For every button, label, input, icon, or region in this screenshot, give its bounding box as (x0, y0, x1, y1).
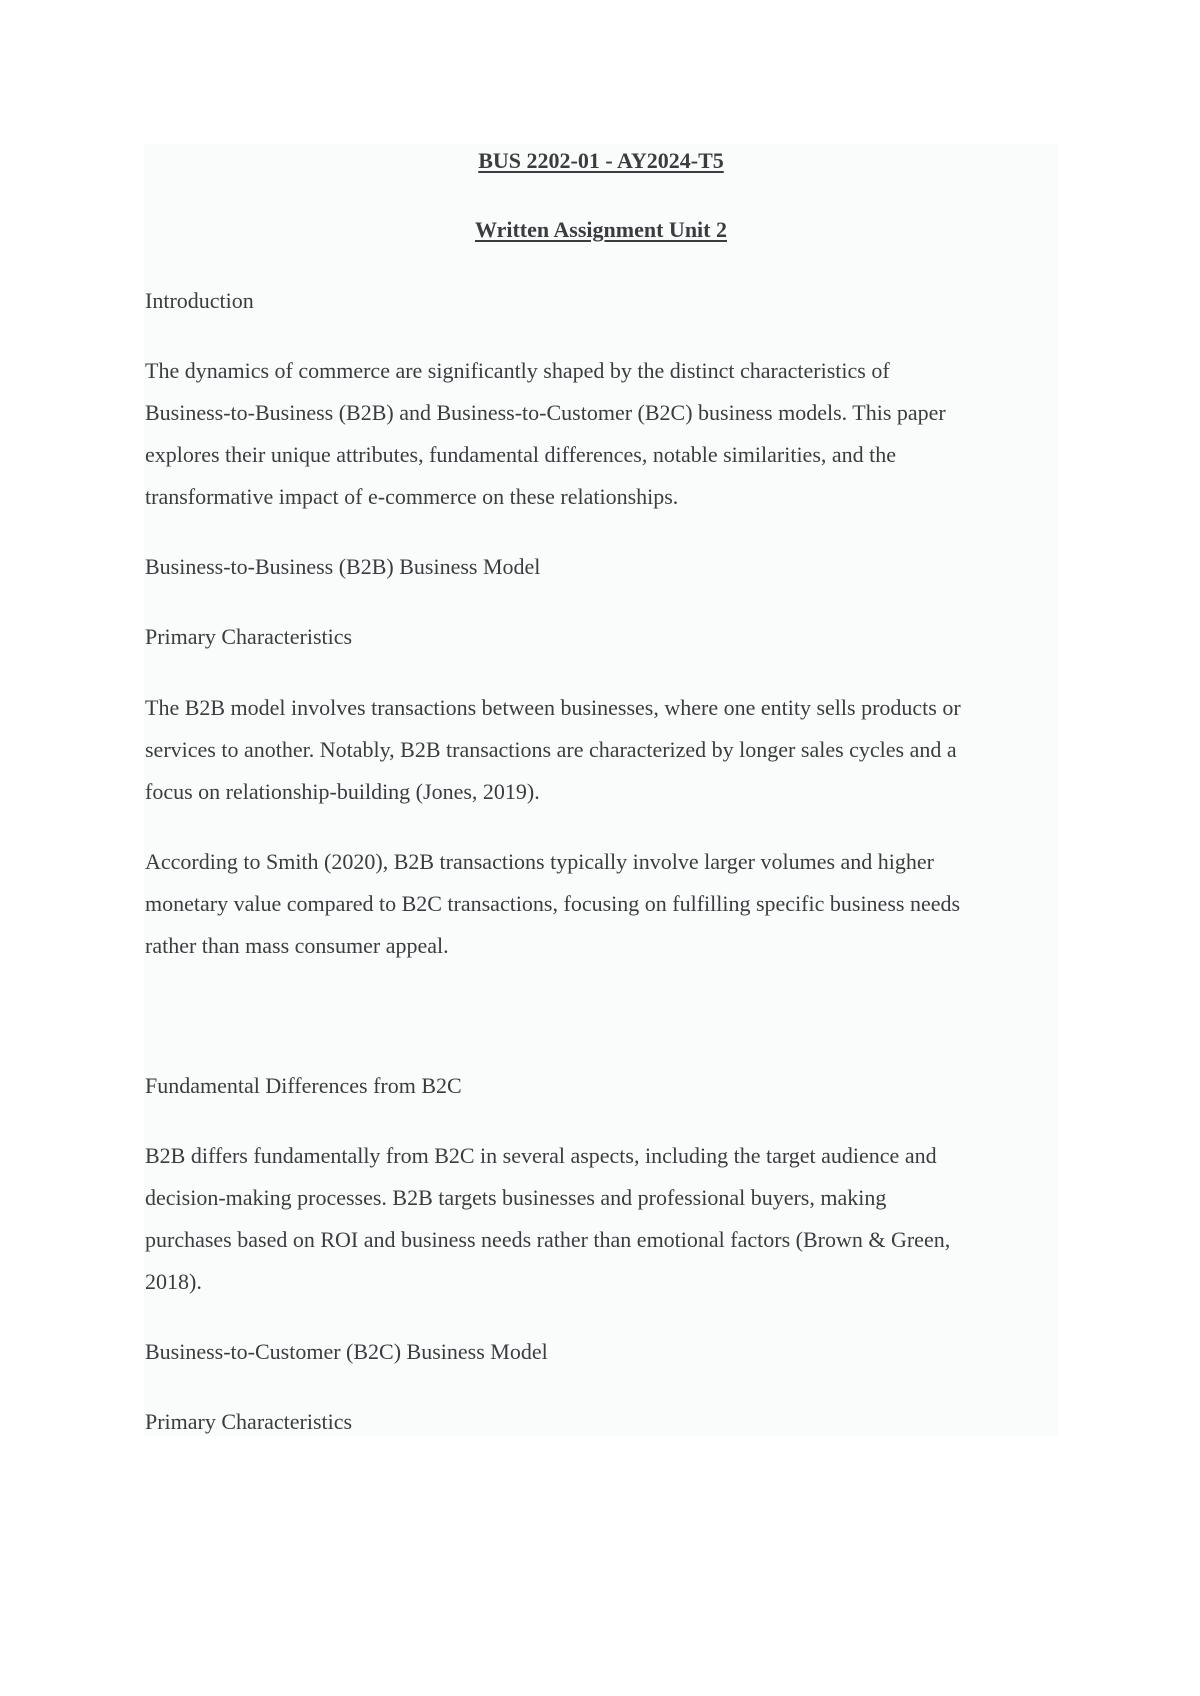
introduction-heading: Introduction (145, 288, 254, 313)
b2b-paragraph-line: monetary value compared to B2C transactions, focusing on fulfilling specific business needs (145, 891, 961, 916)
b2c-primary-heading: Primary Characteristics (145, 1409, 353, 1434)
b2b-primary-heading: Primary Characteristics (145, 624, 353, 649)
b2b-paragraph-line: According to Smith (2020), B2B transactions typically involve larger volumes and higher (145, 849, 935, 874)
course-title: BUS 2202-01 - AY2024-T5 (478, 148, 724, 173)
differences-heading: Fundamental Differences from B2C (145, 1073, 462, 1098)
b2b-heading: Business-to-Business (B2B) Business Model (145, 554, 541, 579)
b2b-paragraph-line: The B2B model involves transactions between businesses, where one entity sells products or (145, 695, 961, 720)
differences-line: purchases based on ROI and business needs rather than emotional factors (Brown & Green, (145, 1227, 951, 1252)
differences-line: decision-making processes. B2B targets businesses and professional buyers, making (145, 1185, 887, 1210)
introduction-line: transformative impact of e-commerce on these relationships. (145, 484, 679, 509)
b2b-paragraph-line: services to another. Notably, B2B transactions are characterized by longer sales cycles and a (145, 737, 957, 762)
introduction-line: The dynamics of commerce are significantly shaped by the distinct characteristics of (145, 358, 890, 383)
differences-line: B2B differs fundamentally from B2C in several aspects, including the target audience and (145, 1143, 937, 1168)
assignment-title: Written Assignment Unit 2 (475, 217, 727, 242)
b2b-paragraph-line: focus on relationship-building (Jones, 2019). (145, 779, 540, 804)
b2c-heading: Business-to-Customer (B2C) Business Model (145, 1339, 548, 1364)
b2b-paragraph-line: rather than mass consumer appeal. (145, 933, 449, 958)
introduction-line: explores their unique attributes, fundamental differences, notable similarities, and the (145, 442, 897, 467)
differences-line: 2018). (145, 1269, 202, 1294)
introduction-line: Business-to-Business (B2B) and Business-to-Customer (B2C) business models. This paper (145, 400, 946, 425)
